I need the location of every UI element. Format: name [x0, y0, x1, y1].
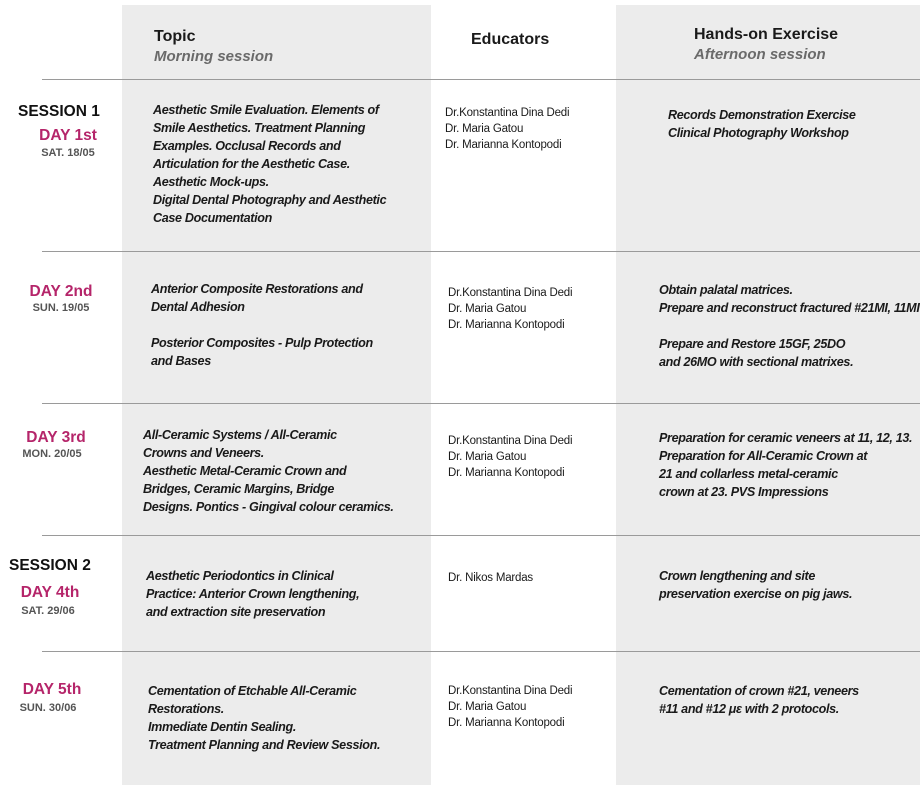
hands-on-header-label: Hands-on Exercise — [694, 26, 839, 43]
session-label: SESSION 1 — [18, 103, 100, 120]
educators-cell — [448, 285, 572, 333]
exercise-line: #11 and #12 με with 2 protocols. — [659, 702, 839, 716]
educators-header-label: Educators — [471, 31, 550, 48]
day-date: SAT. 29/06 — [21, 605, 75, 617]
educator-name: Dr. Marianna Kontopodi — [448, 319, 565, 331]
topic-line: Treatment Planning and Review Session. — [148, 738, 381, 752]
topic-cell — [153, 101, 386, 227]
row-divider — [42, 651, 920, 652]
day-date: SUN. 19/05 — [32, 302, 90, 314]
topic-line: Cementation of Etchable All-Ceramic — [148, 684, 357, 698]
topic-line: Dental Adhesion — [151, 300, 245, 314]
day-label: DAY 2nd — [29, 283, 93, 300]
day-date: MON. 20/05 — [22, 448, 82, 460]
topic-line: Restorations. — [148, 702, 224, 716]
educator-name: Dr. Maria Gatou — [445, 123, 524, 135]
topic-line: Anterior Composite Restorations and — [151, 282, 363, 296]
row-divider — [42, 79, 920, 80]
session-label: SESSION 2 — [9, 557, 91, 574]
topic-line: Practice: Anterior Crown lengthening, — [146, 587, 360, 601]
topic-spacer — [151, 316, 373, 334]
hands-on-header — [694, 26, 838, 63]
educators-cell — [448, 570, 533, 586]
row-divider — [42, 403, 920, 404]
exercise-line: Preparation for ceramic veneers at 11, 12, 13. — [659, 431, 913, 445]
topic-line: All-Ceramic Systems / All-Ceramic — [143, 428, 337, 442]
exercise-line: Prepare and Restore 15GF, 25DO — [659, 337, 846, 351]
exercise-cell — [668, 106, 856, 142]
exercise-line: Preparation for All-Ceramic Crown at — [659, 449, 868, 463]
educators-cell — [445, 105, 569, 153]
day-label: DAY 3rd — [26, 429, 86, 446]
day-label: DAY 5th — [22, 681, 82, 698]
topic-line: and extraction site preservation — [146, 605, 326, 619]
educator-name: Dr. Nikos Mardas — [448, 572, 533, 584]
exercise-line: preservation exercise on pig jaws. — [659, 587, 853, 601]
topic-line: Smile Aesthetics. Treatment Planning — [153, 121, 366, 135]
educator-name: Dr. Marianna Kontopodi — [448, 467, 565, 479]
exercise-line: and 26MO with sectional matrixes. — [659, 355, 854, 369]
educators-cell — [448, 683, 572, 731]
topic-line: Aesthetic Metal-Ceramic Crown and — [143, 464, 347, 478]
topic-line: Aesthetic Periodontics in Clinical — [146, 569, 334, 583]
topic-cell — [151, 280, 373, 370]
educator-name: Dr. Marianna Kontopodi — [445, 139, 562, 151]
topic-header-sub: Morning session — [154, 48, 274, 65]
hands-on-header-sub: Afternoon session — [694, 46, 826, 63]
educator-name: Dr.Konstantina Dina Dedi — [445, 107, 570, 119]
educator-name: Dr. Marianna Kontopodi — [448, 717, 565, 729]
topic-line: Crowns and Veneers. — [143, 446, 264, 460]
topic-line: Aesthetic Mock-ups. — [153, 175, 269, 189]
day-date: SUN. 30/06 — [19, 702, 77, 714]
row-divider — [42, 535, 920, 536]
exercise-line: Records Demonstration Exercise — [668, 108, 856, 122]
topic-line: Articulation for the Aesthetic Case. — [153, 157, 350, 171]
topic-line: Immediate Dentin Sealing. — [148, 720, 297, 734]
day-label: DAY 1st — [39, 127, 97, 144]
exercise-spacer — [659, 317, 919, 335]
exercise-line: Prepare and reconstruct fractured #21MI, 11MI — [659, 301, 920, 315]
topic-line: Bridges, Ceramic Margins, Bridge — [143, 482, 335, 496]
educator-name: Dr.Konstantina Dina Dedi — [448, 435, 573, 447]
exercise-line: crown at 23. PVS Impressions — [659, 485, 829, 499]
day-date: SAT. 18/05 — [41, 147, 95, 159]
exercise-line: Crown lengthening and site — [659, 569, 816, 583]
topic-header-label: Topic — [154, 28, 196, 45]
topic-line: Case Documentation — [153, 211, 272, 225]
exercise-cell — [659, 429, 912, 501]
exercise-cell — [659, 281, 919, 371]
exercise-line: Obtain palatal matrices. — [659, 283, 793, 297]
exercise-line: Clinical Photography Workshop — [668, 126, 849, 140]
exercise-cell — [659, 682, 859, 718]
educators-cell — [448, 433, 572, 481]
topic-line: Designs. Pontics - Gingival colour ceramics. — [143, 500, 394, 514]
educator-name: Dr. Maria Gatou — [448, 701, 527, 713]
topic-header — [154, 28, 273, 65]
topic-cell — [146, 567, 359, 621]
educator-name: Dr. Maria Gatou — [448, 451, 527, 463]
topic-line: Digital Dental Photography and Aesthetic — [153, 193, 387, 207]
topic-line: and Bases — [151, 354, 211, 368]
topic-cell — [143, 426, 394, 516]
day-label: DAY 4th — [20, 584, 80, 601]
topic-line: Posterior Composites - Pulp Protection — [151, 336, 373, 350]
row-divider — [42, 251, 920, 252]
educator-name: Dr.Konstantina Dina Dedi — [448, 287, 573, 299]
topic-line: Examples. Occlusal Records and — [153, 139, 341, 153]
topic-line: Aesthetic Smile Evaluation. Elements of — [153, 103, 379, 117]
educator-name: Dr. Maria Gatou — [448, 303, 527, 315]
exercise-cell — [659, 567, 852, 603]
educators-header — [471, 31, 549, 49]
topic-cell — [148, 682, 380, 754]
educator-name: Dr.Konstantina Dina Dedi — [448, 685, 573, 697]
exercise-line: 21 and collarless metal-ceramic — [659, 467, 838, 481]
exercise-line: Cementation of crown #21, veneers — [659, 684, 859, 698]
